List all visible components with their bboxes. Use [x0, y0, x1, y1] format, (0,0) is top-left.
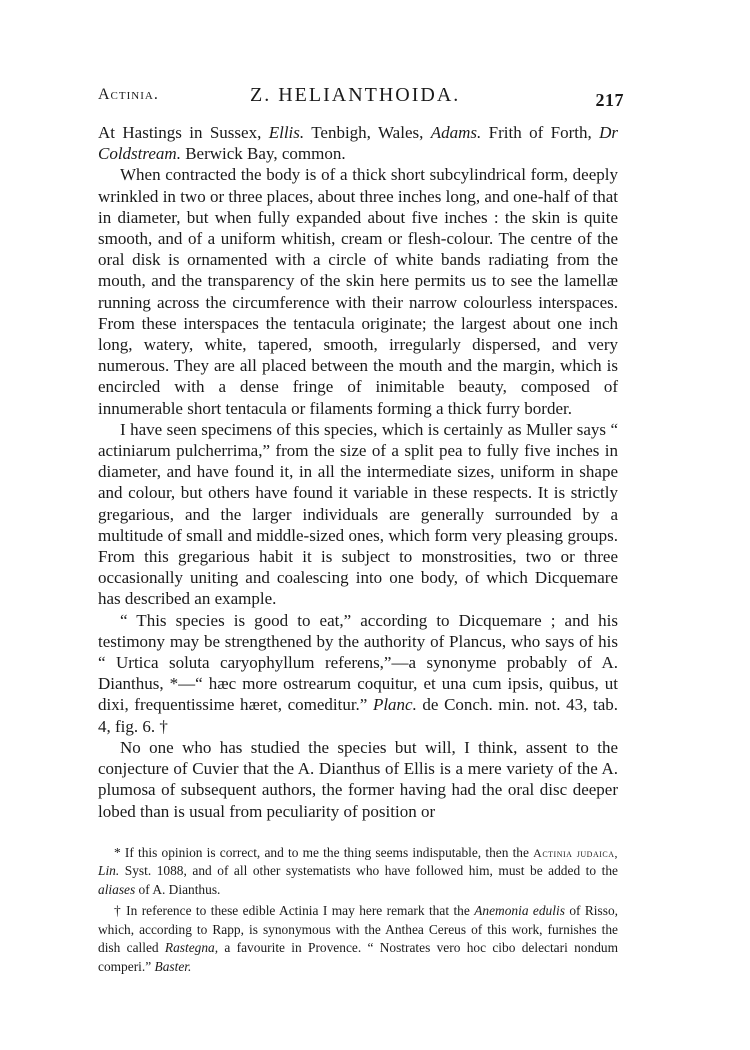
text-run: * If this opinion is correct, and to me the thing seems indisputable, then the [114, 844, 534, 860]
paragraph-description: When contracted the body is of a thick short subcylindrical form, deeply wrinkled in two or three places, about three inches long, and one-half of that in diameter, but when fully expanded about five inches : the skin is quite smooth, and of a uniform whitish, cream or flesh-colour. The centre of the oral disk is ornamented with a circle of white bands radiating from the mouth, and the transparency of the skin here permits us to see the lamellæ running across the circumference with their narrow colourless interspaces. From these interspaces the tentacula originate; the largest about one inch long, watery, white, tapered, smooth, irregularly dispersed, and very numerous. They are all placed between the mouth and the margin, which is encircled with a dense fringe of inimitable beauty, composed of innumerable short tentacula or filaments forming a thick furry border. [98, 165, 618, 418]
species-anemonia: Anemonia edulis [474, 903, 565, 919]
footnote-dagger [98, 902, 618, 976]
paragraph-specimens: I have seen specimens of this species, which is certainly as Muller says “ actiniarum pulcherrima,” from the size of a split pea to fully five inches in diameter, and have found it, in all the intermediate sizes, uniform in shape and colour, but others have found it variable in these respects. It is strictly gregarious, and the larger individuals are generally surrounded by a multitude of small and middle-sized ones, which form very pleasing groups. From this gregarious habit it is subject to monstrosities, two or three occasionally uniting and coalescing into one body, of which Dicquemare has described an example. [98, 419, 618, 609]
running-header [98, 80, 624, 114]
citation-baster: Baster. [154, 958, 192, 974]
page-number: 217 [595, 90, 624, 110]
text-run: Tenbigh, Wales, [304, 123, 431, 142]
author-ellis: Ellis. [268, 123, 305, 142]
citation-lin: Lin. [98, 863, 120, 879]
text-run: Berwick Bay, common. [180, 144, 346, 164]
text-run: Frith of Forth, [481, 123, 600, 142]
paragraph-cuvier: No one who has studied the species but will, I think, assent to the conjecture of Cuvier that the A. Dianthus of Ellis is a mere variety of the A. plumosa of subsequent authors, the former having had the oral disc deeper lobed than is usual from peculiarity of position or [98, 737, 618, 821]
paragraph-localities [98, 122, 618, 164]
paragraph-edible [98, 610, 618, 737]
footnote-asterisk [98, 844, 618, 900]
text-run: “ This species is good to eat,” according to Dicquemare ; and his testimony may be strengthened by the authority of Plancus, who says of his “ Urtica soluta caryophyllum referens,”—a synonyme probably of A. Dianthus, *—“ hæc more ostrearum coquitur, et una cum ipsis, quibus, ut dixi, frequentissime hæret, comeditur.” [98, 610, 618, 715]
citation-planc: Planc. [372, 695, 417, 715]
main-text [98, 122, 618, 822]
text-run: Syst. 1088, and of all other systematists who have followed him, must be added to the [119, 863, 618, 879]
text-run: At Hastings in Sussex, [98, 123, 269, 142]
text-run: of A. Dianthus. [135, 881, 221, 897]
author-adams: Adams. [430, 123, 482, 142]
header-section-title: Z. HELIANTHOIDA. [250, 84, 461, 106]
text-run: † In reference to these edible Actinia I may here remark that the [114, 903, 475, 919]
text-run: de Conch. min. not. 43, tab. 4, fig. 6. † [98, 695, 618, 736]
dish-rastegna: Rastegna, [164, 940, 219, 956]
text-run: of Risso, which, according to Rapp, is synonymous with the Anthea Cereus of this work, furnishes the dish called [98, 903, 618, 956]
term-aliases: aliases [98, 881, 136, 897]
footnotes [98, 844, 618, 977]
author-coldstream: Dr Coldstream. [98, 123, 619, 164]
header-genus: Actinia. [98, 86, 159, 103]
text-run: a favourite in Provence. “ Nostrates vero hoc cibo delectari nondum comperi.” [98, 940, 618, 974]
species-name: Actinia judaica, [533, 845, 618, 860]
book-page [98, 80, 624, 979]
